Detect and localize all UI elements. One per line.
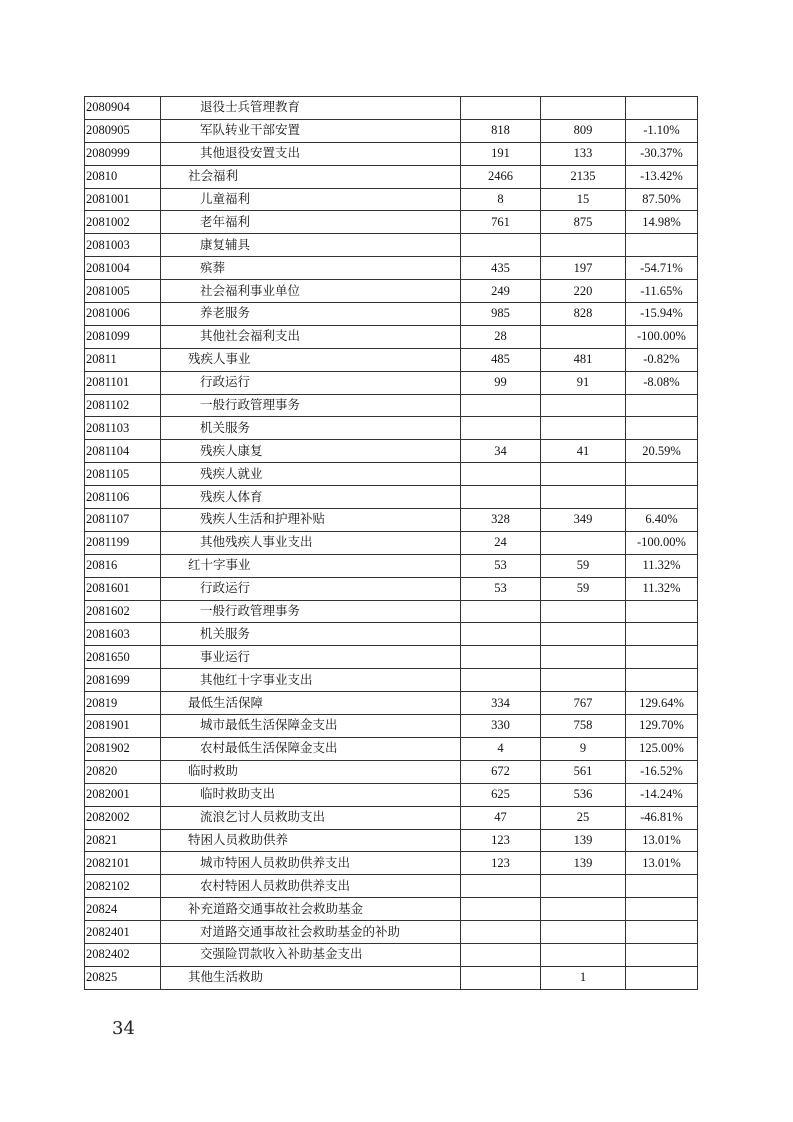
- prior-year-value-cell: [461, 669, 541, 692]
- prior-year-value-cell: 53: [461, 554, 541, 577]
- prior-year-value-cell: 761: [461, 211, 541, 234]
- change-percent-cell: -46.81%: [626, 806, 698, 829]
- name-cell: 城市最低生活保障金支出: [161, 715, 461, 738]
- prior-year-value-cell: [461, 234, 541, 257]
- change-percent-cell: 11.32%: [626, 554, 698, 577]
- name-cell: 一般行政管理事务: [161, 600, 461, 623]
- change-percent-cell: 13.01%: [626, 852, 698, 875]
- current-year-value-cell: [541, 921, 626, 944]
- code-cell: 2081650: [85, 646, 161, 669]
- table-row: [85, 394, 698, 417]
- prior-year-value-cell: 28: [461, 325, 541, 348]
- name-cell: 老年福利: [161, 211, 461, 234]
- code-cell: 2081104: [85, 440, 161, 463]
- table-row: [85, 97, 698, 120]
- table-row: [85, 303, 698, 326]
- current-year-value-cell: 59: [541, 577, 626, 600]
- code-cell: 20821: [85, 829, 161, 852]
- code-cell: 2081902: [85, 737, 161, 760]
- name-cell: 社会福利事业单位: [161, 280, 461, 303]
- prior-year-value-cell: 672: [461, 760, 541, 783]
- table-row: [85, 646, 698, 669]
- table-row: [85, 806, 698, 829]
- name-cell: 城市特困人员救助供养支出: [161, 852, 461, 875]
- prior-year-value-cell: 47: [461, 806, 541, 829]
- change-percent-cell: 14.98%: [626, 211, 698, 234]
- name-cell: 残疾人体育: [161, 486, 461, 509]
- table-row: [85, 280, 698, 303]
- change-percent-cell: [626, 646, 698, 669]
- current-year-value-cell: 197: [541, 257, 626, 280]
- current-year-value-cell: 767: [541, 692, 626, 715]
- prior-year-value-cell: 625: [461, 783, 541, 806]
- current-year-value-cell: [541, 463, 626, 486]
- change-percent-cell: -15.94%: [626, 303, 698, 326]
- current-year-value-cell: 828: [541, 303, 626, 326]
- change-percent-cell: -0.82%: [626, 348, 698, 371]
- prior-year-value-cell: [461, 898, 541, 921]
- current-year-value-cell: [541, 394, 626, 417]
- code-cell: 2082002: [85, 806, 161, 829]
- change-percent-cell: -1.10%: [626, 119, 698, 142]
- code-cell: 2080999: [85, 142, 161, 165]
- current-year-value-cell: 133: [541, 142, 626, 165]
- code-cell: 2082001: [85, 783, 161, 806]
- name-cell: 机关服务: [161, 623, 461, 646]
- current-year-value-cell: 139: [541, 829, 626, 852]
- table-row: [85, 623, 698, 646]
- name-cell: 其他残疾人事业支出: [161, 531, 461, 554]
- prior-year-value-cell: 330: [461, 715, 541, 738]
- change-percent-cell: [626, 898, 698, 921]
- budget-table: [84, 96, 698, 990]
- table-row: [85, 234, 698, 257]
- table-row: [85, 371, 698, 394]
- table-row: [85, 783, 698, 806]
- table-row: [85, 737, 698, 760]
- name-cell: 儿童福利: [161, 188, 461, 211]
- name-cell: 对道路交通事故社会救助基金的补助: [161, 921, 461, 944]
- name-cell: 其他社会福利支出: [161, 325, 461, 348]
- prior-year-value-cell: 4: [461, 737, 541, 760]
- name-cell: 其他退役安置支出: [161, 142, 461, 165]
- name-cell: 行政运行: [161, 577, 461, 600]
- name-cell: 机关服务: [161, 417, 461, 440]
- table-row: [85, 554, 698, 577]
- name-cell: 最低生活保障: [161, 692, 461, 715]
- change-percent-cell: [626, 921, 698, 944]
- table-row: [85, 463, 698, 486]
- change-percent-cell: -100.00%: [626, 325, 698, 348]
- prior-year-value-cell: [461, 486, 541, 509]
- name-cell: 临时救助支出: [161, 783, 461, 806]
- change-percent-cell: [626, 394, 698, 417]
- code-cell: 2081101: [85, 371, 161, 394]
- current-year-value-cell: 220: [541, 280, 626, 303]
- change-percent-cell: 87.50%: [626, 188, 698, 211]
- change-percent-cell: [626, 943, 698, 966]
- current-year-value-cell: [541, 623, 626, 646]
- table-row: [85, 577, 698, 600]
- code-cell: 20810: [85, 165, 161, 188]
- change-percent-cell: 11.32%: [626, 577, 698, 600]
- prior-year-value-cell: 435: [461, 257, 541, 280]
- code-cell: 2081102: [85, 394, 161, 417]
- name-cell: 红十字事业: [161, 554, 461, 577]
- code-cell: 2081006: [85, 303, 161, 326]
- code-cell: 2081901: [85, 715, 161, 738]
- page-number: 34: [112, 1018, 135, 1039]
- name-cell: 一般行政管理事务: [161, 394, 461, 417]
- table-row: [85, 715, 698, 738]
- code-cell: 20820: [85, 760, 161, 783]
- table-row: [85, 440, 698, 463]
- current-year-value-cell: 481: [541, 348, 626, 371]
- prior-year-value-cell: 123: [461, 852, 541, 875]
- code-cell: 2081105: [85, 463, 161, 486]
- prior-year-value-cell: 818: [461, 119, 541, 142]
- table-row: [85, 188, 698, 211]
- table-row: [85, 486, 698, 509]
- table-row: [85, 509, 698, 532]
- table-row: [85, 142, 698, 165]
- name-cell: 农村最低生活保障金支出: [161, 737, 461, 760]
- current-year-value-cell: [541, 898, 626, 921]
- current-year-value-cell: 139: [541, 852, 626, 875]
- current-year-value-cell: [541, 600, 626, 623]
- current-year-value-cell: 15: [541, 188, 626, 211]
- table-row: [85, 921, 698, 944]
- code-cell: 20824: [85, 898, 161, 921]
- change-percent-cell: [626, 966, 698, 989]
- name-cell: 临时救助: [161, 760, 461, 783]
- current-year-value-cell: 561: [541, 760, 626, 783]
- name-cell: 补充道路交通事故社会救助基金: [161, 898, 461, 921]
- prior-year-value-cell: 985: [461, 303, 541, 326]
- name-cell: 退役士兵管理教育: [161, 97, 461, 120]
- change-percent-cell: -16.52%: [626, 760, 698, 783]
- code-cell: 2081103: [85, 417, 161, 440]
- change-percent-cell: 129.64%: [626, 692, 698, 715]
- code-cell: 2080905: [85, 119, 161, 142]
- code-cell: 20811: [85, 348, 161, 371]
- code-cell: 2082402: [85, 943, 161, 966]
- prior-year-value-cell: [461, 921, 541, 944]
- name-cell: 军队转业干部安置: [161, 119, 461, 142]
- table-row: [85, 943, 698, 966]
- current-year-value-cell: 91: [541, 371, 626, 394]
- change-percent-cell: 6.40%: [626, 509, 698, 532]
- current-year-value-cell: [541, 875, 626, 898]
- code-cell: 2081106: [85, 486, 161, 509]
- prior-year-value-cell: 249: [461, 280, 541, 303]
- prior-year-value-cell: 328: [461, 509, 541, 532]
- prior-year-value-cell: 334: [461, 692, 541, 715]
- change-percent-cell: -54.71%: [626, 257, 698, 280]
- prior-year-value-cell: 53: [461, 577, 541, 600]
- code-cell: 2081002: [85, 211, 161, 234]
- change-percent-cell: [626, 875, 698, 898]
- current-year-value-cell: [541, 531, 626, 554]
- name-cell: 农村特困人员救助供养支出: [161, 875, 461, 898]
- code-cell: 2080904: [85, 97, 161, 120]
- code-cell: 2081004: [85, 257, 161, 280]
- code-cell: 2081601: [85, 577, 161, 600]
- current-year-value-cell: [541, 97, 626, 120]
- current-year-value-cell: [541, 325, 626, 348]
- change-percent-cell: [626, 486, 698, 509]
- code-cell: 2081099: [85, 325, 161, 348]
- table-row: [85, 898, 698, 921]
- name-cell: 其他红十字事业支出: [161, 669, 461, 692]
- code-cell: 2081603: [85, 623, 161, 646]
- prior-year-value-cell: [461, 646, 541, 669]
- prior-year-value-cell: [461, 600, 541, 623]
- name-cell: 残疾人康复: [161, 440, 461, 463]
- change-percent-cell: [626, 669, 698, 692]
- code-cell: 20825: [85, 966, 161, 989]
- prior-year-value-cell: 2466: [461, 165, 541, 188]
- table-row: [85, 257, 698, 280]
- change-percent-cell: -14.24%: [626, 783, 698, 806]
- current-year-value-cell: 9: [541, 737, 626, 760]
- current-year-value-cell: 2135: [541, 165, 626, 188]
- code-cell: 20816: [85, 554, 161, 577]
- table-row: [85, 966, 698, 989]
- change-percent-cell: 13.01%: [626, 829, 698, 852]
- change-percent-cell: 20.59%: [626, 440, 698, 463]
- prior-year-value-cell: 123: [461, 829, 541, 852]
- current-year-value-cell: [541, 943, 626, 966]
- prior-year-value-cell: 24: [461, 531, 541, 554]
- prior-year-value-cell: [461, 943, 541, 966]
- change-percent-cell: [626, 234, 698, 257]
- table-row: [85, 119, 698, 142]
- name-cell: 残疾人就业: [161, 463, 461, 486]
- name-cell: 社会福利: [161, 165, 461, 188]
- change-percent-cell: [626, 417, 698, 440]
- prior-year-value-cell: [461, 875, 541, 898]
- name-cell: 行政运行: [161, 371, 461, 394]
- current-year-value-cell: [541, 646, 626, 669]
- code-cell: 2081003: [85, 234, 161, 257]
- current-year-value-cell: 758: [541, 715, 626, 738]
- code-cell: 2081699: [85, 669, 161, 692]
- prior-year-value-cell: [461, 417, 541, 440]
- prior-year-value-cell: [461, 394, 541, 417]
- name-cell: 残疾人生活和护理补贴: [161, 509, 461, 532]
- code-cell: 2081199: [85, 531, 161, 554]
- name-cell: 事业运行: [161, 646, 461, 669]
- change-percent-cell: -13.42%: [626, 165, 698, 188]
- name-cell: 殡葬: [161, 257, 461, 280]
- prior-year-value-cell: 34: [461, 440, 541, 463]
- prior-year-value-cell: [461, 966, 541, 989]
- budget-table-body: [85, 97, 698, 990]
- table-row: [85, 325, 698, 348]
- prior-year-value-cell: [461, 97, 541, 120]
- current-year-value-cell: 25: [541, 806, 626, 829]
- prior-year-value-cell: [461, 623, 541, 646]
- prior-year-value-cell: 99: [461, 371, 541, 394]
- current-year-value-cell: [541, 669, 626, 692]
- change-percent-cell: [626, 623, 698, 646]
- change-percent-cell: 125.00%: [626, 737, 698, 760]
- change-percent-cell: [626, 463, 698, 486]
- table-row: [85, 531, 698, 554]
- table-row: [85, 829, 698, 852]
- code-cell: 2081107: [85, 509, 161, 532]
- prior-year-value-cell: [461, 463, 541, 486]
- code-cell: 2082401: [85, 921, 161, 944]
- table-row: [85, 852, 698, 875]
- change-percent-cell: -30.37%: [626, 142, 698, 165]
- table-row: [85, 875, 698, 898]
- name-cell: 交强险罚款收入补助基金支出: [161, 943, 461, 966]
- current-year-value-cell: [541, 486, 626, 509]
- current-year-value-cell: [541, 417, 626, 440]
- code-cell: 2081005: [85, 280, 161, 303]
- change-percent-cell: 129.70%: [626, 715, 698, 738]
- current-year-value-cell: [541, 234, 626, 257]
- table-row: [85, 417, 698, 440]
- table-row: [85, 669, 698, 692]
- name-cell: 其他生活救助: [161, 966, 461, 989]
- current-year-value-cell: 349: [541, 509, 626, 532]
- current-year-value-cell: 809: [541, 119, 626, 142]
- change-percent-cell: -100.00%: [626, 531, 698, 554]
- current-year-value-cell: 536: [541, 783, 626, 806]
- table-row: [85, 600, 698, 623]
- table-row: [85, 211, 698, 234]
- code-cell: 2082101: [85, 852, 161, 875]
- code-cell: 2082102: [85, 875, 161, 898]
- name-cell: 养老服务: [161, 303, 461, 326]
- name-cell: 流浪乞讨人员救助支出: [161, 806, 461, 829]
- table-row: [85, 760, 698, 783]
- table-row: [85, 165, 698, 188]
- prior-year-value-cell: 191: [461, 142, 541, 165]
- change-percent-cell: -11.65%: [626, 280, 698, 303]
- prior-year-value-cell: 485: [461, 348, 541, 371]
- prior-year-value-cell: 8: [461, 188, 541, 211]
- change-percent-cell: [626, 97, 698, 120]
- table-row: [85, 348, 698, 371]
- change-percent-cell: -8.08%: [626, 371, 698, 394]
- name-cell: 康复辅具: [161, 234, 461, 257]
- code-cell: 2081602: [85, 600, 161, 623]
- current-year-value-cell: 41: [541, 440, 626, 463]
- current-year-value-cell: 875: [541, 211, 626, 234]
- code-cell: 2081001: [85, 188, 161, 211]
- current-year-value-cell: 59: [541, 554, 626, 577]
- table-row: [85, 692, 698, 715]
- change-percent-cell: [626, 600, 698, 623]
- name-cell: 残疾人事业: [161, 348, 461, 371]
- current-year-value-cell: 1: [541, 966, 626, 989]
- code-cell: 20819: [85, 692, 161, 715]
- name-cell: 特困人员救助供养: [161, 829, 461, 852]
